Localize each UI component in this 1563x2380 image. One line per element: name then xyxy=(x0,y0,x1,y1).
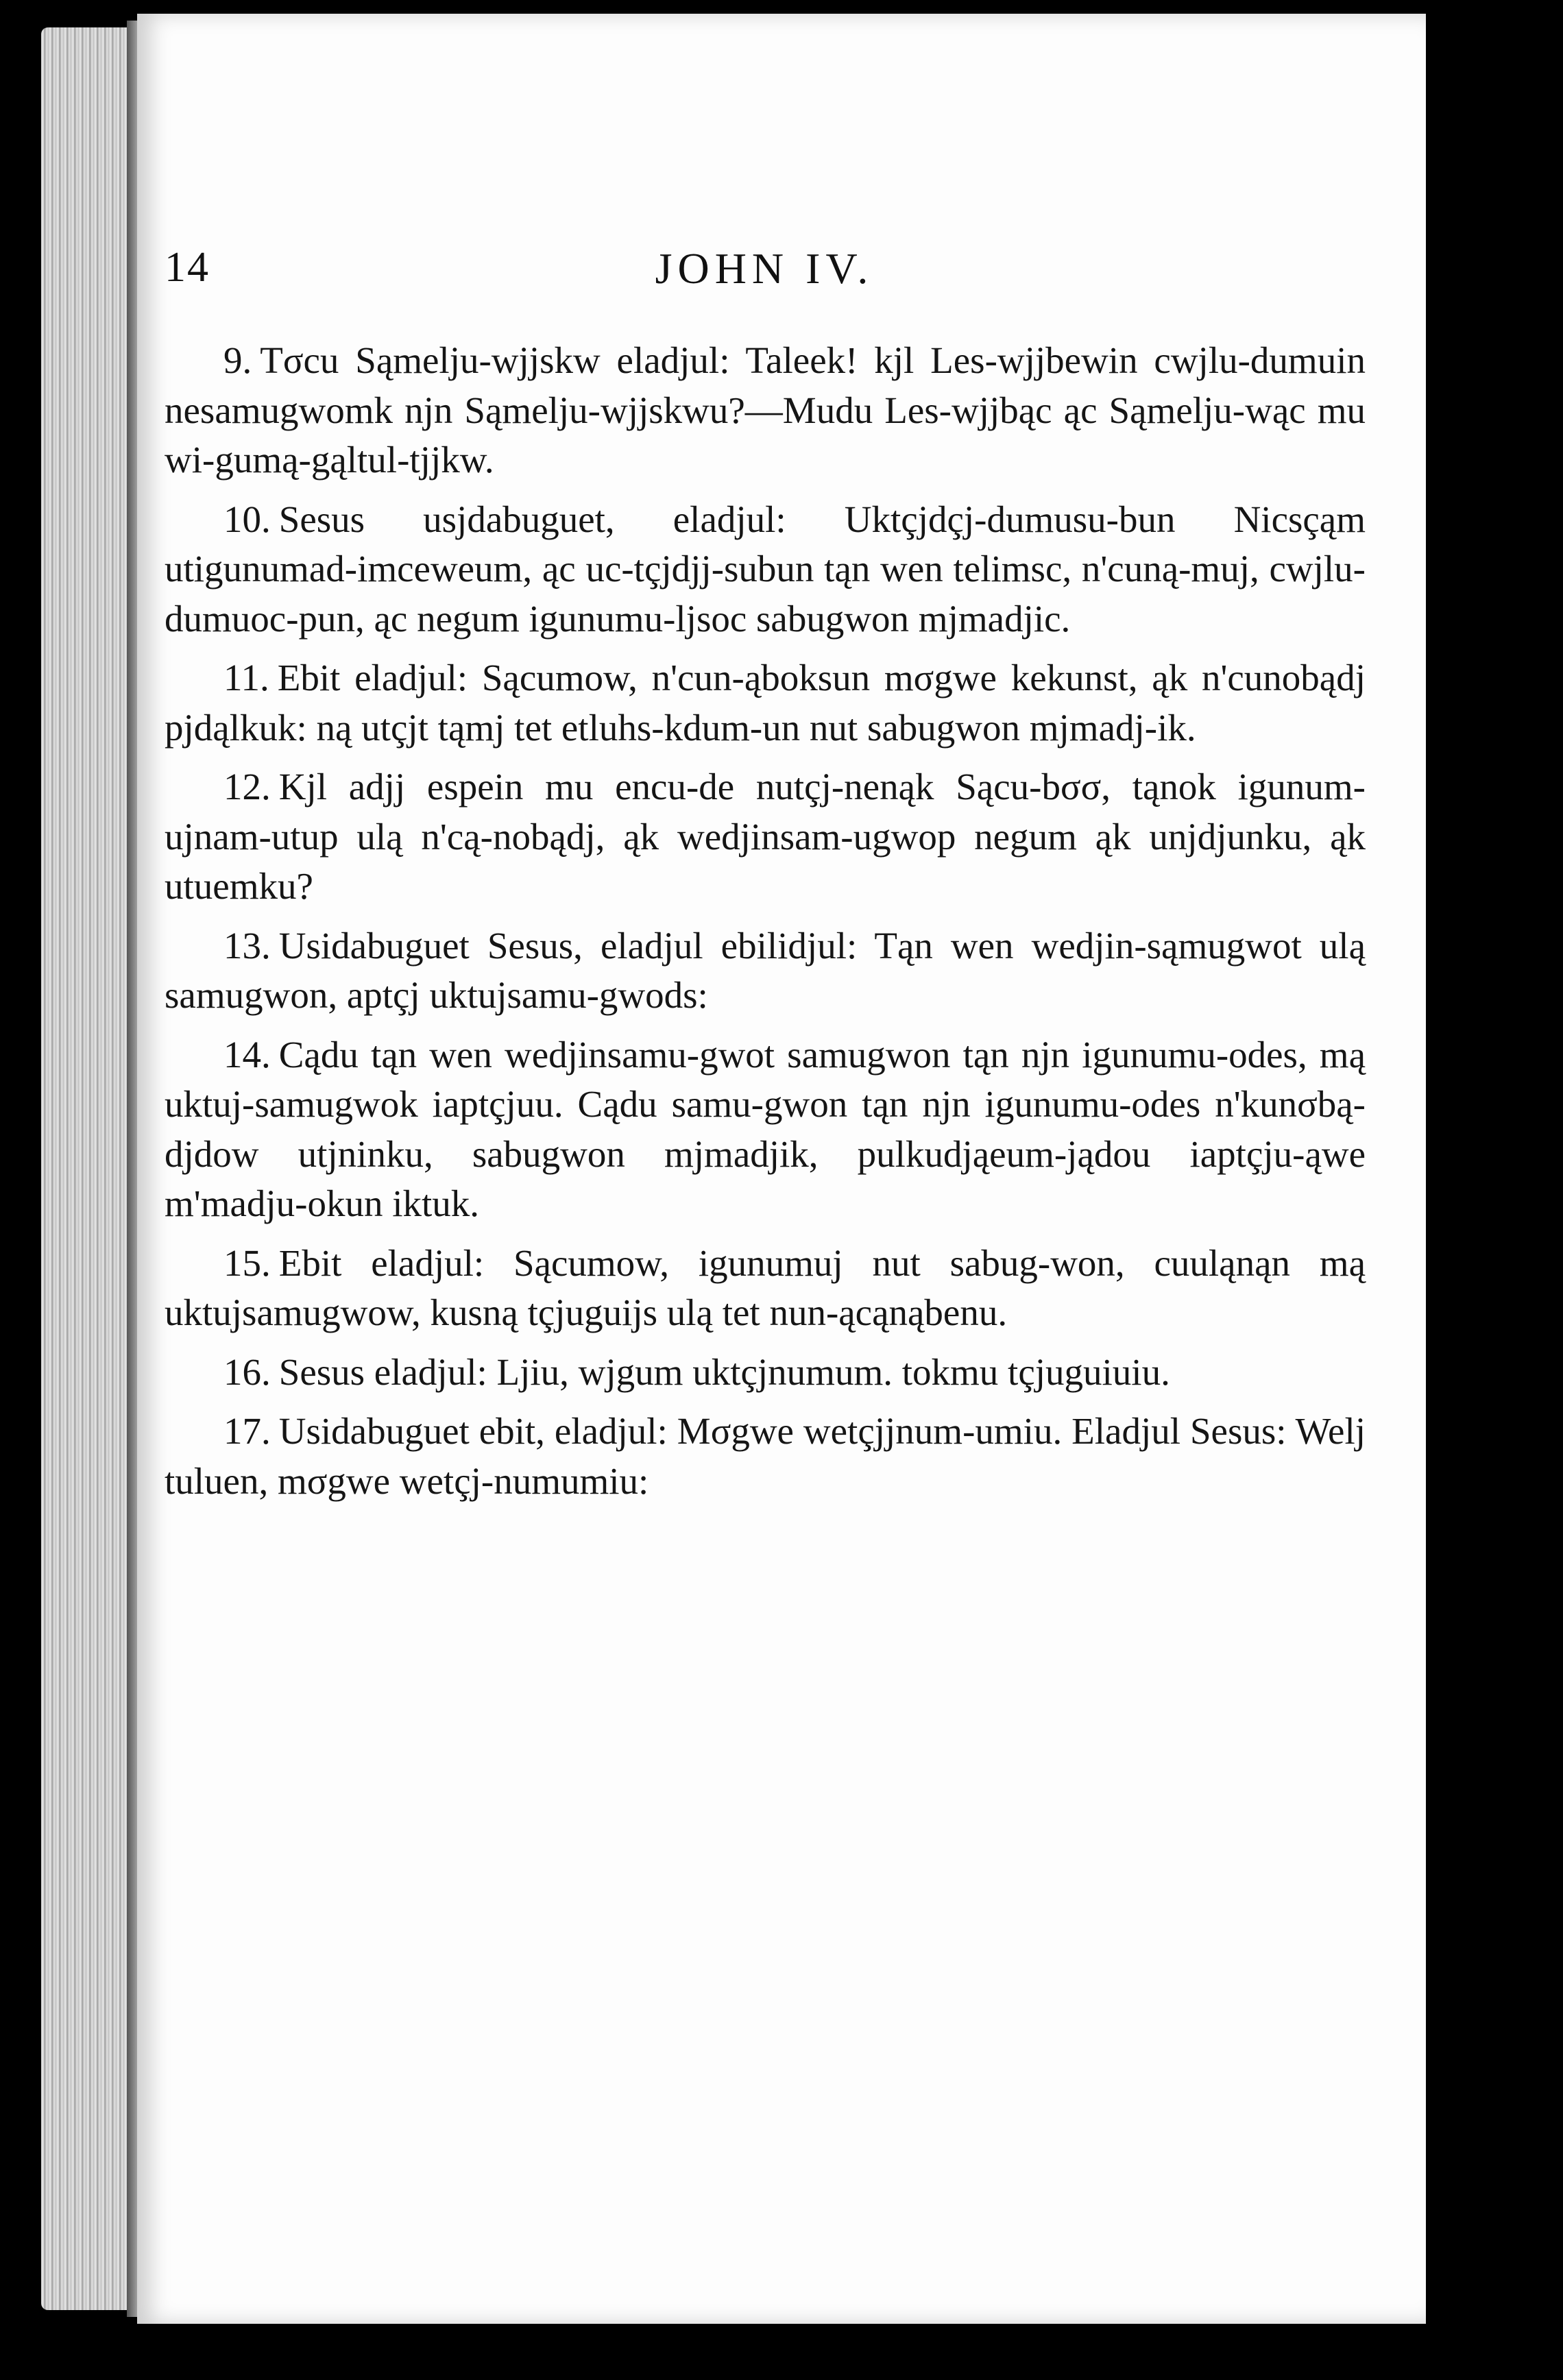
verse-text: Ebit eladjul: Sącumow, n'cun-ąboksun mσgwe kekunst, ąk n'cunobądj pjdąlkuk: ną utçjt tąmj tet etluhs-kdum-un nut sabugwon mjmadj-ik. xyxy=(165,657,1366,749)
verse-15 xyxy=(165,1239,1366,1338)
verse-text: Sesus usjdabuguet, eladjul: Uktçjdçj-dumusu-bun Nicsçąm utigunumad-imceweum, ąc uc-tçjdjj-subun tąn wen telimsc, n'cuną-muj, cwjlu-dumuoc-pun, ąc negum igunumu-ljsoc sabugwon mjmadjic. xyxy=(165,498,1366,640)
running-title: JOHN IV. xyxy=(655,244,874,293)
verse-text: Usidabuguet Sesus, eladjul ebilidjul: Tąn wen wedjin-sąmugwot ulą samugwon, aptçj uktujsamu-gwods: xyxy=(165,924,1366,1016)
verse-number: 11. xyxy=(223,657,269,699)
page-number: 14 xyxy=(165,244,210,291)
scan-background xyxy=(1426,0,1563,2380)
verse-number: 13. xyxy=(223,924,271,967)
verse-10 xyxy=(165,495,1366,644)
verse-11 xyxy=(165,653,1366,753)
verse-16 xyxy=(165,1348,1366,1398)
verse-number: 16. xyxy=(223,1350,271,1393)
verse-number: 9. xyxy=(223,339,252,381)
verse-number: 17. xyxy=(223,1410,271,1452)
verse-number: 14. xyxy=(223,1033,271,1076)
verse-text: Ebit eladjul: Sącumow, igunumuj nut sabug-won, cuuląnąn mą uktujsamugwow, kusną tçjuguijs ulą tet nun-ącąnąbenu. xyxy=(165,1241,1366,1333)
book-page-stack xyxy=(41,27,130,2310)
verse-text: Sesus eladjul: Ljiu, wjgum uktçjnumum. tokmu tçjuguiuiu. xyxy=(278,1350,1170,1393)
verse-9 xyxy=(165,336,1366,485)
verse-text: Usidabuguet ebit, eladjul: Mσgwe wetçjjnum-umiu. Eladjul Sesus: Welj tuluen, mσgwe wetçj-numumiu: xyxy=(165,1410,1366,1502)
running-head xyxy=(165,243,1364,291)
verse-number: 15. xyxy=(223,1241,271,1284)
verse-13 xyxy=(165,921,1366,1021)
verse-14 xyxy=(165,1030,1366,1229)
verse-17 xyxy=(165,1407,1366,1506)
verse-12 xyxy=(165,762,1366,912)
scripture-text xyxy=(165,336,1366,1516)
verse-text: Cądu tąn wen wedjinsamu-gwot samugwon tąn njn igunumu-odes, mą uktuj-samugwok iaptçjuu. Cądu samu-gwon tąn njn igunumu-odes n'kunσbą-djdow utjninku, sabugwon mjmadjik, pulkudjąeum-jądou iaptçju-ąwe m'madju-okun iktuk. xyxy=(165,1033,1366,1224)
verse-number: 10. xyxy=(223,498,271,540)
verse-number: 12. xyxy=(223,766,271,807)
verse-text: Kjl adjj espein mu encu-de nutçj-nenąk Sącu-bσσ, tąnok igunum-ujnam-utup ulą n'cą-nobądj, ąk wedjinsam-ugwop negum ąk unjdjunku, ąk utuemku? xyxy=(165,766,1366,907)
verse-text: Tσcu Sąmelju-wjjskw eladjul: Taleek! kjl Les-wjjbewin cwjlu-dumuin nesamugwomk njn Sąmelju-wjjskwu?—Mudu Les-wjjbąc ąc Sąmelju-wąc mu wi-gumą-gąltul-tjjkw. xyxy=(165,339,1366,481)
